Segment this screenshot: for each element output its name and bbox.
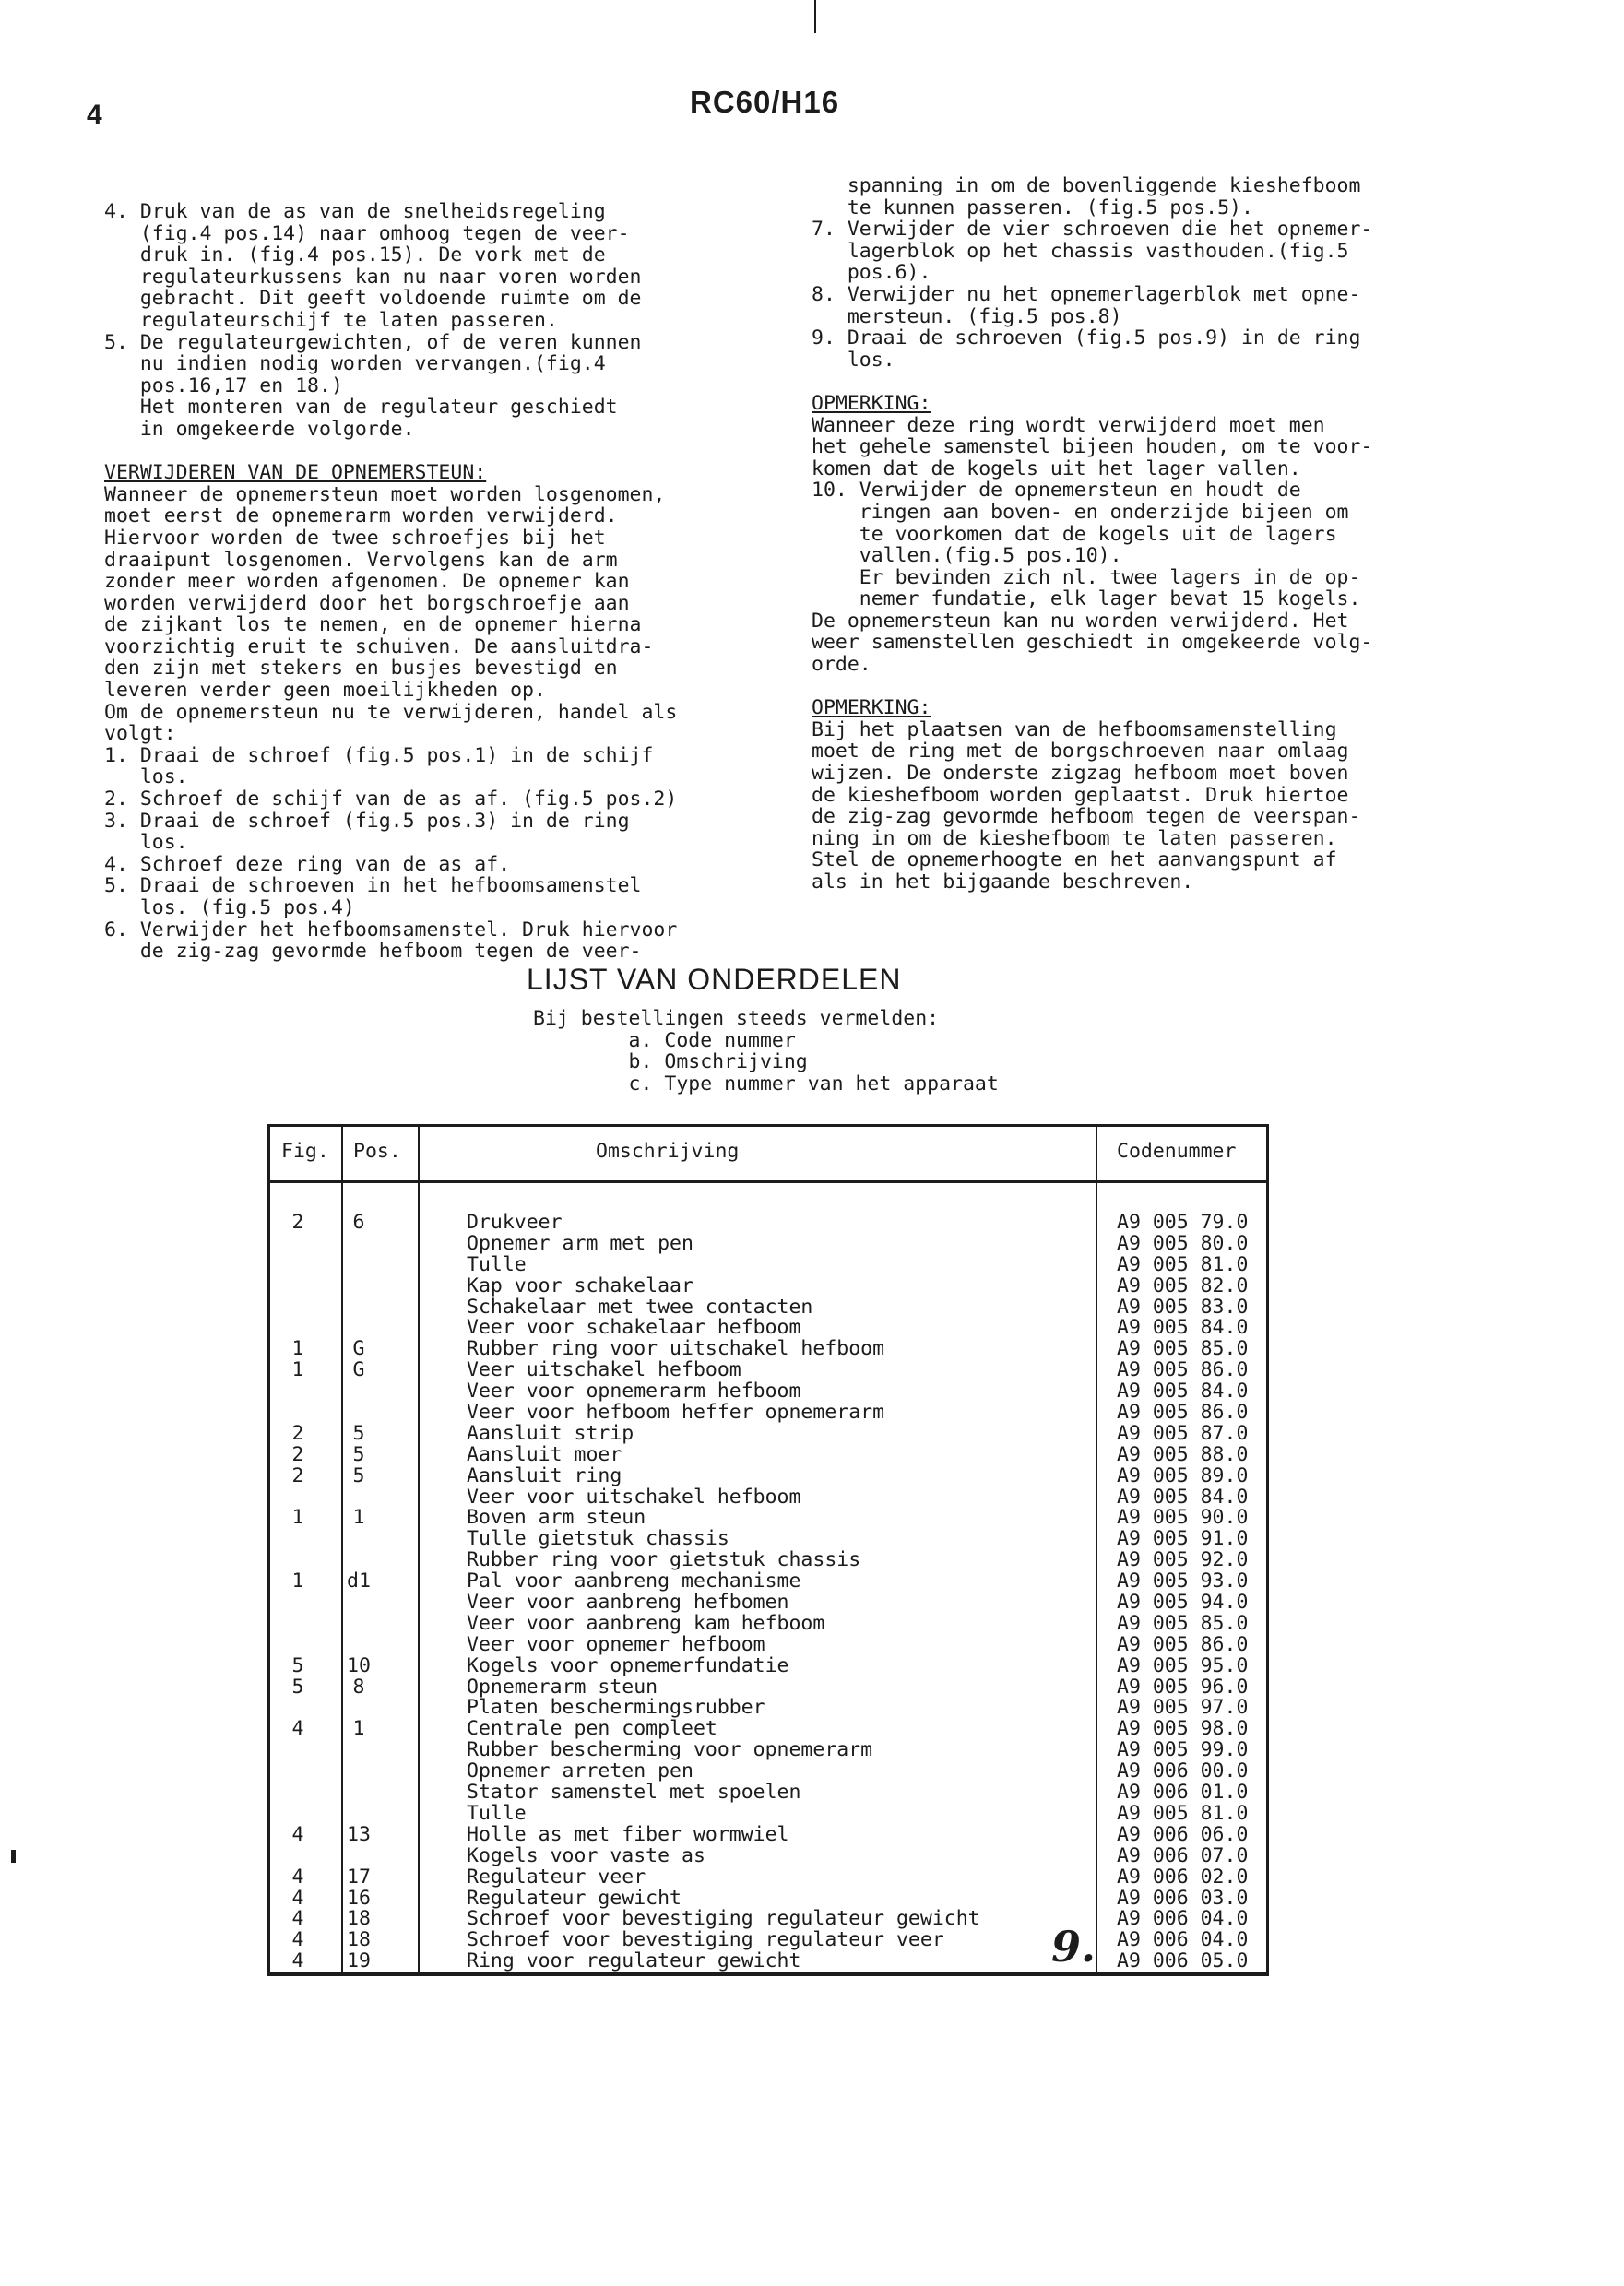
- cell-code: A9 006 01.0: [1117, 1781, 1249, 1805]
- table-row: [270, 1360, 1266, 1381]
- cell-description: Regulateur veer: [467, 1865, 646, 1889]
- text-line: het gehele samenstel bijeen houden, om te voor-: [812, 435, 1373, 459]
- text-line: 2. Schroef de schijf van de as af. (fig.5 pos.2): [104, 788, 678, 811]
- text-line: De opnemersteun kan nu worden verwijderd. Het: [812, 609, 1349, 633]
- cell-fig: 2: [291, 1463, 304, 1487]
- text-line: voorzichtig eruit te schuiven. De aansluitdra-: [104, 634, 654, 658]
- cell-code: A9 005 97.0: [1117, 1696, 1249, 1720]
- cell-code: A9 005 89.0: [1117, 1463, 1249, 1487]
- page-number: 4: [87, 100, 102, 130]
- cell-description: Schroef voor bevestiging regulateur veer: [467, 1928, 944, 1952]
- text-line: 5. Draai de schroeven in het hefboomsamenstel: [104, 874, 642, 898]
- table-row: [270, 1930, 1266, 1951]
- cell-description: Rubber ring voor uitschakel hefboom: [467, 1337, 885, 1361]
- table-row: [270, 1339, 1266, 1360]
- text-line: ringen aan boven- en onderzijde bijeen om: [812, 500, 1349, 524]
- cell-description: Rubber ring voor gietstuk chassis: [467, 1548, 861, 1572]
- cell-code: A9 005 85.0: [1117, 1337, 1249, 1361]
- cell-pos: 13: [347, 1822, 371, 1846]
- text-line: wijzen. De onderste zigzag hefboom moet boven: [812, 762, 1349, 786]
- text-line: moet de ring met de borgschroeven naar omlaag: [812, 740, 1349, 764]
- table-row: [270, 1951, 1266, 1972]
- column-header-pos: Pos.: [353, 1140, 401, 1163]
- text-line: volgt:: [104, 722, 176, 746]
- text-line: de zijkant los te nemen, en de opnemer hierna: [104, 613, 642, 637]
- text-line: Wanneer deze ring wordt verwijderd moet men: [812, 413, 1325, 437]
- cell-description: Kogels voor vaste as: [467, 1843, 705, 1867]
- cell-fig: 4: [291, 1907, 304, 1931]
- left-text-column: [104, 201, 677, 963]
- text-line: nu indien nodig worden vervangen.(fig.4: [104, 352, 606, 376]
- cell-code: A9 006 00.0: [1117, 1759, 1249, 1783]
- table-row: [270, 1761, 1266, 1783]
- cell-code: A9 005 86.0: [1117, 1401, 1249, 1425]
- cell-pos: 1: [352, 1506, 365, 1530]
- cell-description: Holle as met fiber wormwiel: [467, 1822, 789, 1846]
- text-line: [104, 441, 677, 463]
- cell-pos: 5: [352, 1463, 365, 1487]
- cell-description: Rubber bescherming voor opnemerarm: [467, 1738, 873, 1762]
- text-line: Om de opnemersteun nu te verwijderen, handel als: [104, 700, 678, 724]
- table-row: [270, 1421, 1266, 1445]
- cell-description: Stator samenstel met spoelen: [467, 1781, 801, 1805]
- text-line: Bij het plaatsen van de hefboomsamenstelling: [812, 717, 1337, 741]
- text-line: pos.16,17 en 18.): [104, 373, 343, 397]
- text-line: 3. Draai de schroef (fig.5 pos.3) in de ring: [104, 809, 630, 833]
- text-line: Er bevinden zich nl. twee lagers in de op-: [812, 565, 1361, 589]
- text-line: 6. Verwijder het hefboomsamenstel. Druk hiervoor: [104, 918, 678, 942]
- cell-code: A9 005 80.0: [1117, 1231, 1249, 1255]
- cell-code: A9 005 84.0: [1117, 1485, 1249, 1509]
- text-line: 5. De regulateurgewichten, of de veren kunnen: [104, 330, 642, 354]
- order-info-line: a. Code nummer: [533, 1028, 796, 1052]
- cell-fig: 2: [291, 1442, 304, 1466]
- cell-fig: 4: [291, 1949, 304, 1973]
- text-line: regulateurkussens kan nu naar voren worden: [104, 265, 642, 289]
- cell-description: Aansluit moer: [467, 1442, 622, 1466]
- text-line: in omgekeerde volgorde.: [104, 417, 415, 441]
- cell-fig: 1: [291, 1506, 304, 1530]
- cell-code: A9 005 94.0: [1117, 1591, 1249, 1615]
- section-heading: VERWIJDEREN VAN DE OPNEMERSTEUN:: [104, 461, 487, 485]
- text-line: regulateurschijf te laten passeren.: [104, 308, 558, 332]
- cell-code: A9 005 85.0: [1117, 1611, 1249, 1635]
- cell-description: Pal voor aanbreng mechanisme: [467, 1569, 801, 1593]
- table-row: [270, 1571, 1266, 1593]
- text-line: de zig-zag gevormde hefboom tegen de veer-: [104, 940, 642, 964]
- cell-description: Drukveer: [467, 1211, 563, 1234]
- text-line: druk in. (fig.4 pos.15). De vork met de: [104, 243, 606, 267]
- cell-code: A9 005 84.0: [1117, 1316, 1249, 1340]
- cell-description: Ring voor regulateur gewicht: [467, 1949, 801, 1973]
- cell-description: Aansluit ring: [467, 1463, 622, 1487]
- cell-description: Opnemerarm steun: [467, 1675, 658, 1699]
- cell-description: Veer voor aanbreng hefbomen: [467, 1591, 789, 1615]
- table-row: [270, 1529, 1266, 1550]
- text-line: worden verwijderd door het borgschroefje aan: [104, 591, 630, 615]
- table-row: [270, 1213, 1266, 1234]
- cell-pos: 17: [347, 1865, 371, 1889]
- section-heading: OPMERKING:: [812, 391, 931, 415]
- cell-description: Tulle: [467, 1801, 527, 1825]
- cell-pos: G: [352, 1337, 365, 1361]
- cell-code: A9 006 04.0: [1117, 1928, 1249, 1952]
- cell-description: Veer voor opnemerarm hefboom: [467, 1380, 801, 1404]
- cell-code: A9 005 98.0: [1117, 1717, 1249, 1741]
- cell-fig: 4: [291, 1865, 304, 1889]
- text-line: komen dat de kogels uit het lager vallen.: [812, 456, 1301, 480]
- text-line: pos.6).: [812, 261, 931, 285]
- cell-fig: 4: [291, 1822, 304, 1846]
- table-row: [270, 1593, 1266, 1614]
- table-row: [270, 1783, 1266, 1804]
- cell-pos: d1: [347, 1569, 371, 1593]
- cell-pos: 5: [352, 1421, 365, 1445]
- text-line: Wanneer de opnemersteun moet worden losgenomen,: [104, 482, 666, 506]
- cell-code: A9 005 92.0: [1117, 1548, 1249, 1572]
- text-line: zonder meer worden afgenomen. De opnemer kan: [104, 570, 630, 594]
- cell-pos: 16: [347, 1886, 371, 1910]
- cell-code: A9 005 81.0: [1117, 1252, 1249, 1276]
- cell-fig: 1: [291, 1337, 304, 1361]
- cell-pos: 5: [352, 1442, 365, 1466]
- cell-pos: 18: [347, 1907, 371, 1931]
- text-line: 7. Verwijder de vier schroeven die het opnemer-: [812, 218, 1373, 242]
- cell-description: Veer voor aanbreng kam hefboom: [467, 1611, 825, 1635]
- text-line: 4. Druk van de as van de snelheidsregeling: [104, 200, 606, 223]
- table-row: [270, 1843, 1266, 1867]
- parts-table: [267, 1124, 1269, 1976]
- cell-fig: 2: [291, 1421, 304, 1445]
- cell-fig: 4: [291, 1717, 304, 1741]
- cell-code: A9 005 82.0: [1117, 1273, 1249, 1297]
- section-heading: OPMERKING:: [812, 696, 931, 720]
- cell-pos: 6: [352, 1211, 365, 1234]
- table-row: [270, 1653, 1266, 1677]
- text-line: 8. Verwijder nu het opnemerlagerblok met opne-: [812, 282, 1361, 306]
- cell-code: A9 005 83.0: [1117, 1295, 1249, 1319]
- cell-description: Opnemer arreten pen: [467, 1759, 693, 1783]
- column-header-description: Omschrijving: [596, 1140, 740, 1163]
- cell-code: A9 005 81.0: [1117, 1801, 1249, 1825]
- header-divider: [270, 1180, 1266, 1183]
- cell-description: Schakelaar met twee contacten: [467, 1295, 813, 1319]
- cell-pos: 18: [347, 1928, 371, 1952]
- text-line: de zig-zag gevormde hefboom tegen de veerspan-: [812, 805, 1361, 829]
- text-line: te voorkomen dat de kogels uit de lagers: [812, 522, 1337, 546]
- cell-fig: 4: [291, 1928, 304, 1952]
- text-line: als in het bijgaande beschreven.: [812, 871, 1194, 894]
- cell-fig: 2: [291, 1211, 304, 1234]
- text-line: los.: [104, 831, 188, 855]
- cell-code: A9 005 91.0: [1117, 1527, 1249, 1551]
- cell-code: A9 005 86.0: [1117, 1358, 1249, 1382]
- column-header-fig: Fig.: [281, 1140, 329, 1163]
- table-row: [270, 1403, 1266, 1424]
- cell-code: A9 005 93.0: [1117, 1569, 1249, 1593]
- table-row: [270, 1886, 1266, 1910]
- cell-description: Veer uitschakel hefboom: [467, 1358, 741, 1382]
- text-line: te kunnen passeren. (fig.5 pos.5).: [812, 195, 1253, 219]
- cell-description: Aansluit strip: [467, 1421, 634, 1445]
- table-row: [270, 1508, 1266, 1529]
- cell-fig: 4: [291, 1886, 304, 1910]
- cell-code: A9 005 99.0: [1117, 1738, 1249, 1762]
- cell-description: Boven arm steun: [467, 1506, 646, 1530]
- text-line: [812, 371, 1372, 393]
- order-info-line: Bij bestellingen steeds vermelden:: [533, 1007, 940, 1030]
- cell-code: A9 005 95.0: [1117, 1653, 1249, 1677]
- text-line: nemer fundatie, elk lager bevat 15 kogels.: [812, 587, 1361, 611]
- text-line: mersteun. (fig.5 pos.8): [812, 304, 1122, 328]
- table-row: [270, 1801, 1266, 1825]
- table-row: [270, 1867, 1266, 1889]
- table-row: [270, 1550, 1266, 1571]
- cell-description: Platen beschermingsrubber: [467, 1696, 765, 1720]
- table-row: [270, 1442, 1266, 1466]
- cell-description: Regulateur gewicht: [467, 1886, 682, 1910]
- text-line: vallen.(fig.5 pos.10).: [812, 544, 1122, 568]
- table-row: [270, 1487, 1266, 1509]
- top-edge-mark: [814, 0, 816, 33]
- table-row: [270, 1677, 1266, 1699]
- table-row: [270, 1719, 1266, 1740]
- text-line: draaipunt losgenomen. Vervolgens kan de arm: [104, 548, 618, 572]
- cell-code: A9 005 79.0: [1117, 1211, 1249, 1234]
- text-line: 4. Schroef deze ring van de as af.: [104, 852, 511, 876]
- text-line: orde.: [812, 653, 871, 677]
- cell-code: A9 006 02.0: [1117, 1865, 1249, 1889]
- cell-description: Tulle gietstuk chassis: [467, 1527, 729, 1551]
- cell-pos: G: [352, 1358, 365, 1382]
- cell-code: A9 005 86.0: [1117, 1632, 1249, 1656]
- handwritten-mark: 9.: [1051, 1922, 1096, 1972]
- text-line: moet eerst de opnemerarm worden verwijderd.: [104, 504, 618, 528]
- table-body: [270, 1213, 1266, 1972]
- document-code: RC60/H16: [690, 85, 840, 119]
- text-line: los.: [812, 348, 895, 372]
- table-row: [270, 1909, 1266, 1930]
- cell-code: A9 005 88.0: [1117, 1442, 1249, 1466]
- text-line: 10. Verwijder de opnemersteun en houdt de: [812, 479, 1301, 503]
- text-line: [812, 676, 1372, 698]
- table-row: [270, 1273, 1266, 1297]
- cell-description: Veer voor hefboom heffer opnemerarm: [467, 1401, 885, 1425]
- cell-description: Veer voor schakelaar hefboom: [467, 1316, 801, 1340]
- order-info-line: c. Type nummer van het apparaat: [533, 1072, 999, 1096]
- left-edge-mark: [11, 1850, 16, 1863]
- cell-code: A9 006 05.0: [1117, 1949, 1249, 1973]
- text-line: 9. Draai de schroeven (fig.5 pos.9) in de ring: [812, 326, 1361, 350]
- text-line: (fig.4 pos.14) naar omhoog tegen de veer-: [104, 221, 630, 245]
- text-line: Het monteren van de regulateur geschiedt: [104, 396, 618, 420]
- table-row: [270, 1318, 1266, 1339]
- cell-description: Kogels voor opnemerfundatie: [467, 1653, 789, 1677]
- table-row: [270, 1698, 1266, 1719]
- cell-code: A9 005 87.0: [1117, 1421, 1249, 1445]
- cell-pos: 10: [347, 1653, 371, 1677]
- cell-code: A9 006 06.0: [1117, 1822, 1249, 1846]
- table-row: [270, 1740, 1266, 1761]
- cell-fig: 1: [291, 1358, 304, 1382]
- cell-code: A9 005 90.0: [1117, 1506, 1249, 1530]
- order-info-line: b. Omschrijving: [533, 1050, 808, 1074]
- text-line: ning in om de kieshefboom te laten passeren.: [812, 826, 1337, 850]
- column-header-code: Codenummer: [1117, 1140, 1237, 1163]
- table-row: [270, 1381, 1266, 1403]
- text-line: los.: [104, 765, 188, 789]
- text-line: spanning in om de bovenliggende kieshefboom: [812, 174, 1361, 197]
- cell-description: Kap voor schakelaar: [467, 1273, 693, 1297]
- cell-pos: 1: [352, 1717, 365, 1741]
- parts-list-title: LIJST VAN ONDERDELEN: [527, 963, 902, 996]
- cell-description: Veer voor opnemer hefboom: [467, 1632, 765, 1656]
- table-row: [270, 1463, 1266, 1487]
- cell-pos: 19: [347, 1949, 371, 1973]
- table-row: [270, 1231, 1266, 1255]
- table-row: [270, 1252, 1266, 1276]
- cell-code: A9 005 96.0: [1117, 1675, 1249, 1699]
- text-line: leveren verder geen moeilijkheden op.: [104, 679, 546, 703]
- table-row: [270, 1297, 1266, 1319]
- right-text-column: [812, 175, 1372, 894]
- cell-code: A9 006 03.0: [1117, 1886, 1249, 1910]
- cell-fig: 1: [291, 1569, 304, 1593]
- text-line: Stel de opnemerhoogte en het aanvangspunt af: [812, 848, 1337, 872]
- cell-description: Opnemer arm met pen: [467, 1231, 693, 1255]
- text-line: 1. Draai de schroef (fig.5 pos.1) in de schijf: [104, 743, 654, 767]
- cell-description: Centrale pen compleet: [467, 1717, 717, 1741]
- cell-pos: 8: [352, 1675, 365, 1699]
- cell-code: A9 006 07.0: [1117, 1843, 1249, 1867]
- text-line: Hiervoor worden de twee schroefjes bij het: [104, 526, 606, 550]
- cell-description: Schroef voor bevestiging regulateur gewicht: [467, 1907, 980, 1931]
- table-row: [270, 1632, 1266, 1656]
- cell-description: Veer voor uitschakel hefboom: [467, 1485, 801, 1509]
- cell-code: A9 005 84.0: [1117, 1380, 1249, 1404]
- text-line: gebracht. Dit geeft voldoende ruimte om de: [104, 287, 642, 311]
- order-instructions: [533, 1008, 999, 1095]
- text-line: den zijn met stekers en busjes bevestigd en: [104, 657, 618, 681]
- table-row: [270, 1822, 1266, 1846]
- text-line: lagerblok op het chassis vasthouden.(fig.5: [812, 239, 1349, 263]
- cell-fig: 5: [291, 1653, 304, 1677]
- table-row: [270, 1611, 1266, 1635]
- cell-description: Tulle: [467, 1252, 527, 1276]
- text-line: los. (fig.5 pos.4): [104, 896, 355, 919]
- text-line: weer samenstellen geschiedt in omgekeerde volg-: [812, 631, 1373, 655]
- cell-code: A9 006 04.0: [1117, 1907, 1249, 1931]
- cell-fig: 5: [291, 1675, 304, 1699]
- text-line: de kieshefboom worden geplaatst. Druk hiertoe: [812, 783, 1349, 807]
